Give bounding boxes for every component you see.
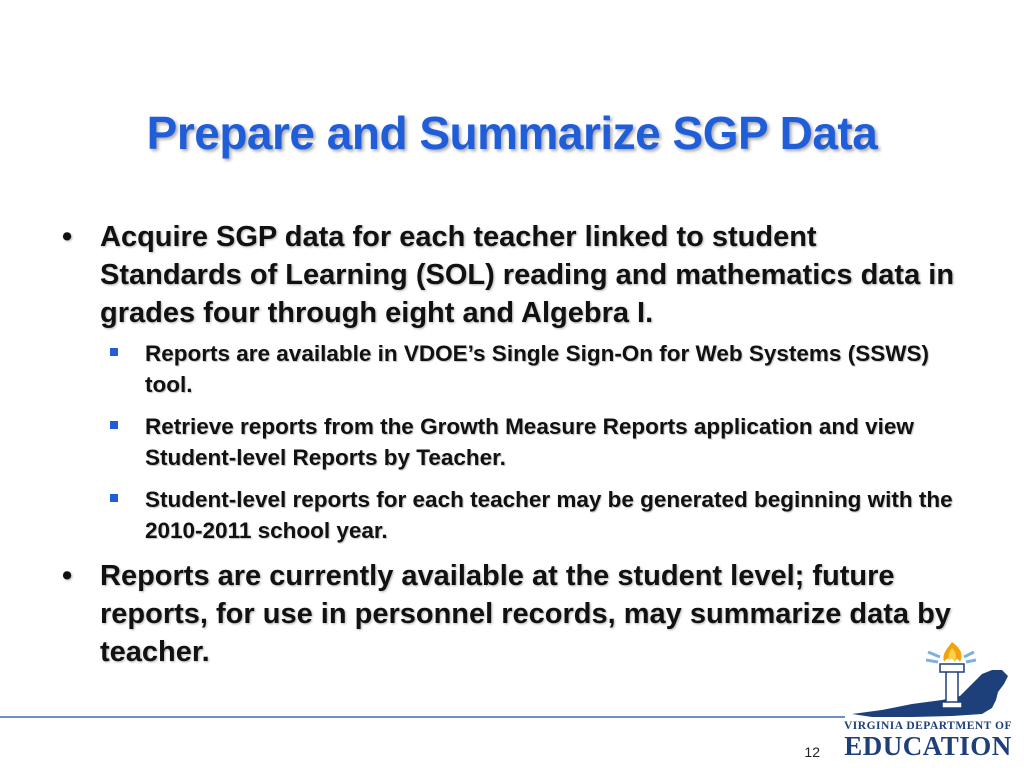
logo-text-line2: EDUCATION xyxy=(844,731,1012,761)
sub-bullet-item xyxy=(100,411,962,473)
bullet-list xyxy=(62,218,962,671)
bullet-marker: • xyxy=(62,221,73,253)
sub-bullet-item xyxy=(100,338,962,400)
logo-text-line1: VIRGINIA DEPARTMENT OF xyxy=(844,720,1012,732)
sub-bullet-item xyxy=(100,484,962,546)
vdoe-logo xyxy=(842,640,1014,761)
slide-title: Prepare and Summarize SGP Data xyxy=(146,107,878,159)
page-number: 12 xyxy=(804,744,820,760)
bullet-item xyxy=(62,218,962,546)
sub-bullet-text: Reports are available in VDOE’s Single Sign-On for Web Systems (SSWS) tool. xyxy=(145,341,929,397)
square-bullet-icon xyxy=(110,421,118,429)
bullet-marker: • xyxy=(62,560,73,592)
bullet-text: Acquire SGP data for each teacher linked to student Standards of Learning (SOL) reading and mathematics data in grades four through eight and Algebra I. xyxy=(100,221,955,329)
sub-bullet-text: Retrieve reports from the Growth Measure Reports application and view Student-level Reports by Teacher. xyxy=(145,414,914,470)
square-bullet-icon xyxy=(110,494,118,502)
footer-divider xyxy=(0,716,845,718)
bullet-text: Reports are currently available at the student level; future reports, for use in personnel records, may summarize data by teacher. xyxy=(100,560,951,668)
sub-bullet-text: Student-level reports for each teacher may be generated beginning with the 2010-2011 school year. xyxy=(145,487,953,543)
bullet-item xyxy=(62,557,962,671)
square-bullet-icon xyxy=(110,348,118,356)
virginia-torch-icon xyxy=(842,640,1014,720)
sub-bullet-list xyxy=(100,338,962,546)
